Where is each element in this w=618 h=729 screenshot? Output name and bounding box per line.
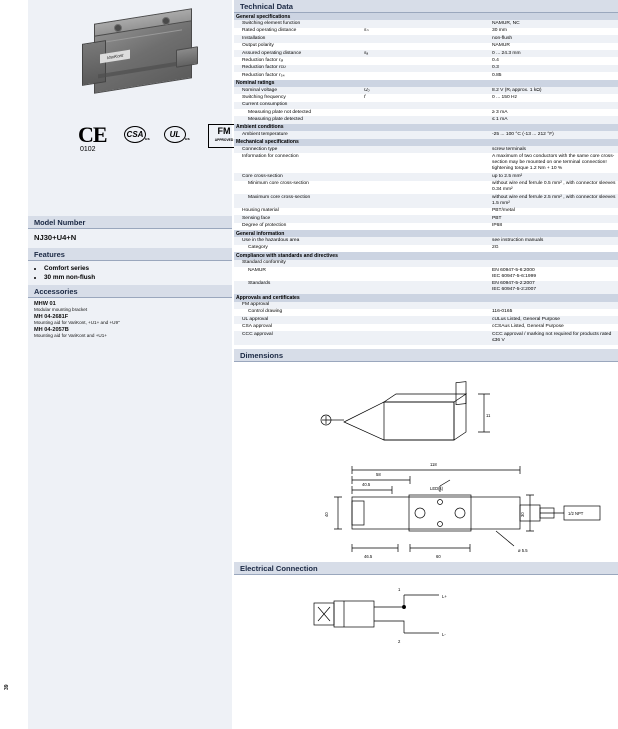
section-dimensions: Dimensions	[234, 349, 618, 362]
spec-label: Category	[234, 245, 362, 252]
table-row	[234, 35, 618, 42]
spec-group-row	[234, 124, 618, 131]
table-row	[234, 72, 618, 79]
spec-symbol	[362, 20, 490, 27]
side-margin	[0, 0, 28, 729]
table-row	[234, 43, 618, 50]
table-row	[234, 245, 618, 252]
spec-symbol	[362, 153, 490, 173]
list-item: • Comfort series	[44, 265, 234, 272]
spec-label: Maximum core cross-section	[234, 194, 362, 208]
device-sensing-face	[82, 40, 106, 86]
spec-value: 0 ... 24.3 mm	[490, 50, 618, 57]
table-row	[234, 194, 618, 208]
spec-value: -25 ... 100 °C (-13 ... 212 °F)	[490, 131, 618, 138]
table-row	[234, 267, 618, 281]
table-row	[234, 181, 618, 195]
list-item	[34, 314, 226, 325]
accessory-title: MH 04-2057B	[34, 327, 69, 333]
spec-symbol	[362, 35, 490, 42]
spec-value: see instruction manuals	[490, 237, 618, 244]
spec-value	[490, 302, 618, 309]
technical-data-table	[234, 13, 618, 345]
spec-value: cCSAus Listed, General Purpose	[490, 324, 618, 331]
dimension-label-60: 60	[436, 553, 441, 559]
table-row	[234, 281, 618, 295]
spec-value: ≤ 1 mA	[490, 116, 618, 123]
dimension-label-leds: LED(s)	[430, 485, 444, 491]
device-hole-right	[162, 17, 170, 25]
spec-group-label: General information	[234, 230, 618, 237]
table-row	[234, 87, 618, 94]
model-number-value: NJ30+U4+N	[34, 233, 77, 242]
spec-symbol	[362, 173, 490, 180]
spec-label: Sensing face	[234, 215, 362, 222]
approval-marks	[68, 122, 248, 166]
spec-label: Measuring plate not detected	[234, 109, 362, 116]
spec-symbol: U₀	[362, 87, 490, 94]
table-row	[234, 302, 618, 309]
ul-mark-icon: UL	[164, 126, 186, 143]
spec-label: Switching element function	[234, 20, 362, 27]
ul-mark-sub: us	[185, 136, 190, 141]
spec-symbol	[362, 116, 490, 123]
spec-value: up to 2.5 mm²	[490, 173, 618, 180]
list-item	[34, 327, 226, 338]
spec-value: non-flush	[490, 35, 618, 42]
spec-symbol	[362, 281, 490, 295]
left-panel	[28, 0, 232, 729]
terminal-label-2: 2	[398, 638, 401, 644]
dimension-label-40-5: 40.5	[362, 481, 371, 487]
table-row	[234, 146, 618, 153]
spec-symbol: f	[362, 94, 490, 101]
left-column	[0, 0, 232, 729]
table-row	[234, 237, 618, 244]
spec-symbol	[362, 260, 490, 267]
table-row	[234, 260, 618, 267]
spec-symbol	[362, 309, 490, 316]
spec-value: 2G	[490, 245, 618, 252]
spec-value: PBT/metal	[490, 208, 618, 215]
spec-label: Degree of protection	[234, 223, 362, 230]
spec-value	[490, 260, 618, 267]
spec-group-row	[234, 252, 618, 259]
table-row	[234, 153, 618, 173]
spec-group-row	[234, 294, 618, 301]
spec-symbol	[362, 302, 490, 309]
spec-label: Current consumption	[234, 102, 362, 109]
spec-label: Output polarity	[234, 43, 362, 50]
spec-label: Assured operating distance	[234, 50, 362, 57]
spec-label: CCC approval	[234, 331, 362, 345]
spec-symbol	[362, 331, 490, 345]
spec-label: Rated operating distance	[234, 28, 362, 35]
spec-label: Connection type	[234, 146, 362, 153]
table-row	[234, 50, 618, 57]
supply-label-minus: L-	[442, 631, 446, 637]
fm-mark-label: FM	[217, 126, 231, 136]
section-accessories: Accessories	[28, 285, 232, 298]
ce-mark-icon: CE	[78, 122, 107, 147]
spec-value: cULus Listed, General Purpose	[490, 316, 618, 323]
spec-value: EN 60947-5-2:2007 IEC 60947-5-2:2007	[490, 281, 618, 295]
fm-mark-sub: APPROVED	[214, 138, 234, 142]
spec-group-label: Compliance with standards and directives	[234, 252, 618, 259]
device-hole-left	[114, 24, 122, 32]
accessory-sub: Mounting aid for VariKont, +U1+ and +U9"	[34, 320, 120, 325]
table-row	[234, 316, 618, 323]
spec-symbol	[362, 102, 490, 109]
accessory-title: MHW 01	[34, 301, 56, 307]
section-features: Features	[28, 248, 232, 261]
spec-value: EN 60947-5-6:2000 IEC 60947-5-6:1999	[490, 267, 618, 281]
table-row	[234, 223, 618, 230]
spec-label: Ambient temperature	[234, 131, 362, 138]
spec-value: A maximum of two conductors with the same core cross-section may be mounted on one terminal connection! tightening torque 1.2 Nm + 10 %	[490, 153, 618, 173]
spec-symbol	[362, 223, 490, 230]
product-image	[76, 8, 206, 116]
page-number: 39	[4, 684, 10, 690]
spec-symbol	[362, 245, 490, 252]
device-brand-label: VariKont	[100, 50, 130, 64]
spec-symbol	[362, 131, 490, 138]
spec-symbol	[362, 194, 490, 208]
spec-label: Control drawing	[234, 309, 362, 316]
accessory-sub: Modular mounting bracket	[34, 307, 88, 312]
table-row	[234, 102, 618, 109]
spec-symbol	[362, 267, 490, 281]
ce-number: 0102	[80, 146, 96, 153]
spec-symbol	[362, 146, 490, 153]
list-item	[34, 301, 226, 312]
spec-value: 0.4	[490, 57, 618, 64]
spec-label: FM approval	[234, 302, 362, 309]
spec-value	[490, 102, 618, 109]
right-column	[234, 0, 618, 729]
accessories-list	[34, 301, 226, 338]
spec-symbol	[362, 237, 490, 244]
dimension-label-46-5: 46.5	[364, 553, 373, 559]
table-row	[234, 116, 618, 123]
spec-value: IP68	[490, 223, 618, 230]
section-electrical-connection: Electrical Connection	[234, 562, 618, 575]
spec-symbol	[362, 65, 490, 72]
table-row	[234, 215, 618, 222]
spec-symbol	[362, 215, 490, 222]
electrical-svg	[234, 575, 618, 653]
spec-value: 30 mm	[490, 28, 618, 35]
list-item: • 30 mm non-flush	[44, 274, 234, 281]
accessory-sub: Mounting aid for VariKont and +U1+	[34, 333, 107, 338]
spec-group-label: Ambient conditions	[234, 124, 618, 131]
csa-mark-icon: CSA	[124, 126, 146, 143]
spec-value: 0.3	[490, 65, 618, 72]
table-row	[234, 57, 618, 64]
dimension-label-30: 30	[520, 511, 525, 517]
spec-group-row	[234, 139, 618, 146]
dimension-label-58: 58	[376, 471, 381, 477]
table-row	[234, 331, 618, 345]
spec-symbol	[362, 72, 490, 79]
spec-symbol	[362, 208, 490, 215]
table-row	[234, 109, 618, 116]
spec-group-row	[234, 230, 618, 237]
spec-symbol: sₐ	[362, 50, 490, 57]
table-row	[234, 324, 618, 331]
table-row	[234, 208, 618, 215]
dimension-label-npt: 1/2 NPT	[568, 510, 584, 516]
terminal-label-1: 1	[398, 586, 401, 592]
csa-mark-sub: us	[145, 136, 150, 141]
spec-symbol	[362, 43, 490, 50]
spec-value: CCC approval / marking not required for products rated ≤36 V	[490, 331, 618, 345]
spec-label: Installation	[234, 35, 362, 42]
features-list	[44, 265, 234, 283]
table-row	[234, 28, 618, 35]
dimension-label-11: 11	[486, 412, 491, 418]
section-technical-data: Technical Data	[234, 0, 618, 13]
device-connector	[176, 46, 198, 67]
spec-value: 8.2 V (Rᵢ approx. 1 kΩ)	[490, 87, 618, 94]
spec-label: Core cross-section	[234, 173, 362, 180]
supply-label-plus: L+	[442, 593, 447, 599]
spec-label: UL approval	[234, 316, 362, 323]
spec-symbol	[362, 324, 490, 331]
spec-label: CSA approval	[234, 324, 362, 331]
dimension-label-40: 40	[324, 511, 329, 517]
table-row	[234, 309, 618, 316]
spec-group-row	[234, 13, 618, 20]
spec-value: without wire end ferrule 2.5 mm² , with connector sleeves 1.5 mm²	[490, 194, 618, 208]
table-row	[234, 65, 618, 72]
table-row	[234, 94, 618, 101]
spec-label: Standard conformity	[234, 260, 362, 267]
spec-label: Reduction factor rₐₗ	[234, 57, 362, 64]
spec-label: NAMUR	[234, 267, 362, 281]
spec-group-label: General specifications	[234, 13, 618, 20]
spec-label: Information for connection	[234, 153, 362, 173]
spec-group-row	[234, 80, 618, 87]
electrical-connection-diagram	[234, 575, 618, 655]
dimension-label-118: 118	[430, 461, 437, 467]
spec-value: 0.85	[490, 72, 618, 79]
spec-label: Minimum core cross-section	[234, 181, 362, 195]
spec-value: ≥ 3 mA	[490, 109, 618, 116]
spec-label: Use in the hazardous area	[234, 237, 362, 244]
spec-group-label: Mechanical specifications	[234, 139, 618, 146]
accessory-title: MH 04-2681F	[34, 314, 69, 320]
spec-value: 0 ... 150 Hz	[490, 94, 618, 101]
spec-label: Housing material	[234, 208, 362, 215]
spec-group-label: Approvals and certificates	[234, 294, 618, 301]
spec-label: Measuring plate detected	[234, 116, 362, 123]
spec-symbol	[362, 57, 490, 64]
spec-value: NAMUR, NC	[490, 20, 618, 27]
spec-value: PBT	[490, 215, 618, 222]
spec-value: screw terminals	[490, 146, 618, 153]
spec-symbol: sₙ	[362, 28, 490, 35]
dimensions-drawing	[234, 362, 618, 562]
spec-value: NAMUR	[490, 43, 618, 50]
spec-symbol	[362, 109, 490, 116]
spec-label: Nominal voltage	[234, 87, 362, 94]
spec-label: Standards	[234, 281, 362, 295]
table-row	[234, 173, 618, 180]
spec-value: without wire end ferrule 0.5 mm² , with connector sleeves 0.34 mm²	[490, 181, 618, 195]
spec-symbol	[362, 316, 490, 323]
dimension-label-dia: ø 5.5	[518, 547, 528, 553]
dimension-svg	[234, 362, 618, 562]
spec-symbol	[362, 181, 490, 195]
table-row	[234, 20, 618, 27]
spec-label: Switching frequency	[234, 94, 362, 101]
table-row	[234, 131, 618, 138]
section-model-number: Model Number	[28, 216, 232, 229]
spec-value: 116-0165	[490, 309, 618, 316]
spec-group-label: Nominal ratings	[234, 80, 618, 87]
spec-label: Reduction factor r₅₄	[234, 72, 362, 79]
spec-label: Reduction factor rᴄᴜ	[234, 65, 362, 72]
